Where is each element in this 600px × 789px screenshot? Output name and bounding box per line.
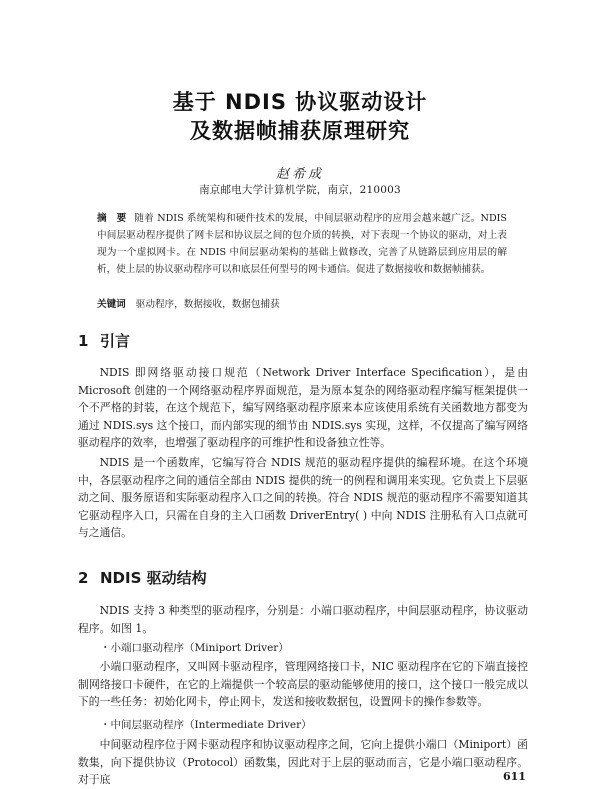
section-number: 1 (78, 332, 89, 350)
section-title: NDIS 驱动结构 (100, 569, 207, 587)
page-number: 611 (503, 770, 526, 783)
keywords (97, 296, 507, 313)
body-paragraph: NDIS 是一个函数库，它编写符合 NDIS 规范的驱动程序提供的编程环境。在这个环境中，各层驱动程序之间的通信全部由 NDIS 提供的统一的例程和调用来实现。它负责上下层驱动之间、服务原语和实际驱动程序入口之间的转换。符合 NDIS 规范的驱动程序不需要知道其它驱动程序入口，只需在自身的主入口函数 DriverEntry( ) 中向 NDIS 注册私有入口点就可与之通信。 (78, 456, 528, 540)
section-number: 2 (78, 569, 89, 587)
paper-title-line1: 基于 NDIS 协议驱动设计 (172, 90, 428, 114)
section-heading-ndis-structure (78, 567, 207, 588)
keywords-label: 关键词 (97, 299, 126, 310)
body-paragraph: NDIS 支持 3 种类型的驱动程序，分别是：小端口驱动程序，中间层驱动程序，协议驱动程序。如图 1。 (78, 604, 528, 635)
author-name: 赵希成 (275, 167, 324, 182)
abstract-label: 摘 要 (97, 213, 127, 224)
abstract (97, 210, 507, 278)
body-paragraph: 中间驱动程序位于网卡驱动程序和协议驱动程序之间，它向上提供小端口（Miniport）函数集，向下提供协议（Protocol）函数集，因此对于上层的驱动而言，它是小端口驱动程序。对于底 (78, 738, 528, 787)
author-affiliation: 南京邮电大学计算机学院，南京，210003 (199, 184, 401, 196)
paper-title-line2: 及数据帧捕获原理研究 (190, 119, 410, 143)
abstract-text: 随着 NDIS 系统架构和硬件技术的发展，中间层驱动程序的应用会越来越广泛。NDIS 中间层驱动程序提供了网卡层和协议层之间的包介质的转换，对下表现一个协议的驱动，对上表现为一个虚拟网卡。在 NDIS 中间层驱动架构的基础上做修改，完善了从链路层到应用层的解析，使上层的协议驱动程序可以和底层任何型号的网卡通信。促进了数据接收和数据帧捕获。 (97, 213, 508, 275)
section-title: 引言 (100, 332, 131, 350)
body-paragraph: NDIS 即网络驱动接口规范（Network Driver Interface Specification），是由 Microsoft 创建的一个网络驱动程序界面规范，是为原本复杂的网络驱动程序编写框架提供一个不严格的封装，在这个规范下，编写网络驱动程序原来本应该使用系统有关函数地方都变为通过 NDIS.sys 这个接口，而内部实现的细节由 NDIS.sys 实现，这样，不仅提高了编写网络驱动程序的效率，也增强了驱动程序的可维护性和设备独立性等。 (78, 366, 528, 450)
bullet-intermediate-driver: ・中间层驱动程序（Intermediate Driver） (100, 719, 312, 731)
body-paragraph: 小端口驱动程序，又叫网卡驱动程序，管理网络接口卡，NIC 驱动程序在它的下端直接控制网络接口卡硬件，在它的上端提供一个较高层的驱动能够使用的接口，这个接口一般完成以下的一些任务：初始化网卡，停止网卡，发送和接收数据包，设置网卡的操作参数等。 (78, 660, 528, 709)
keywords-text: 驱动程序，数据接收，数据包捕获 (135, 299, 280, 310)
bullet-miniport-driver: ・小端口驱动程序（Miniport Driver） (100, 642, 289, 654)
section-heading-introduction (78, 330, 130, 351)
